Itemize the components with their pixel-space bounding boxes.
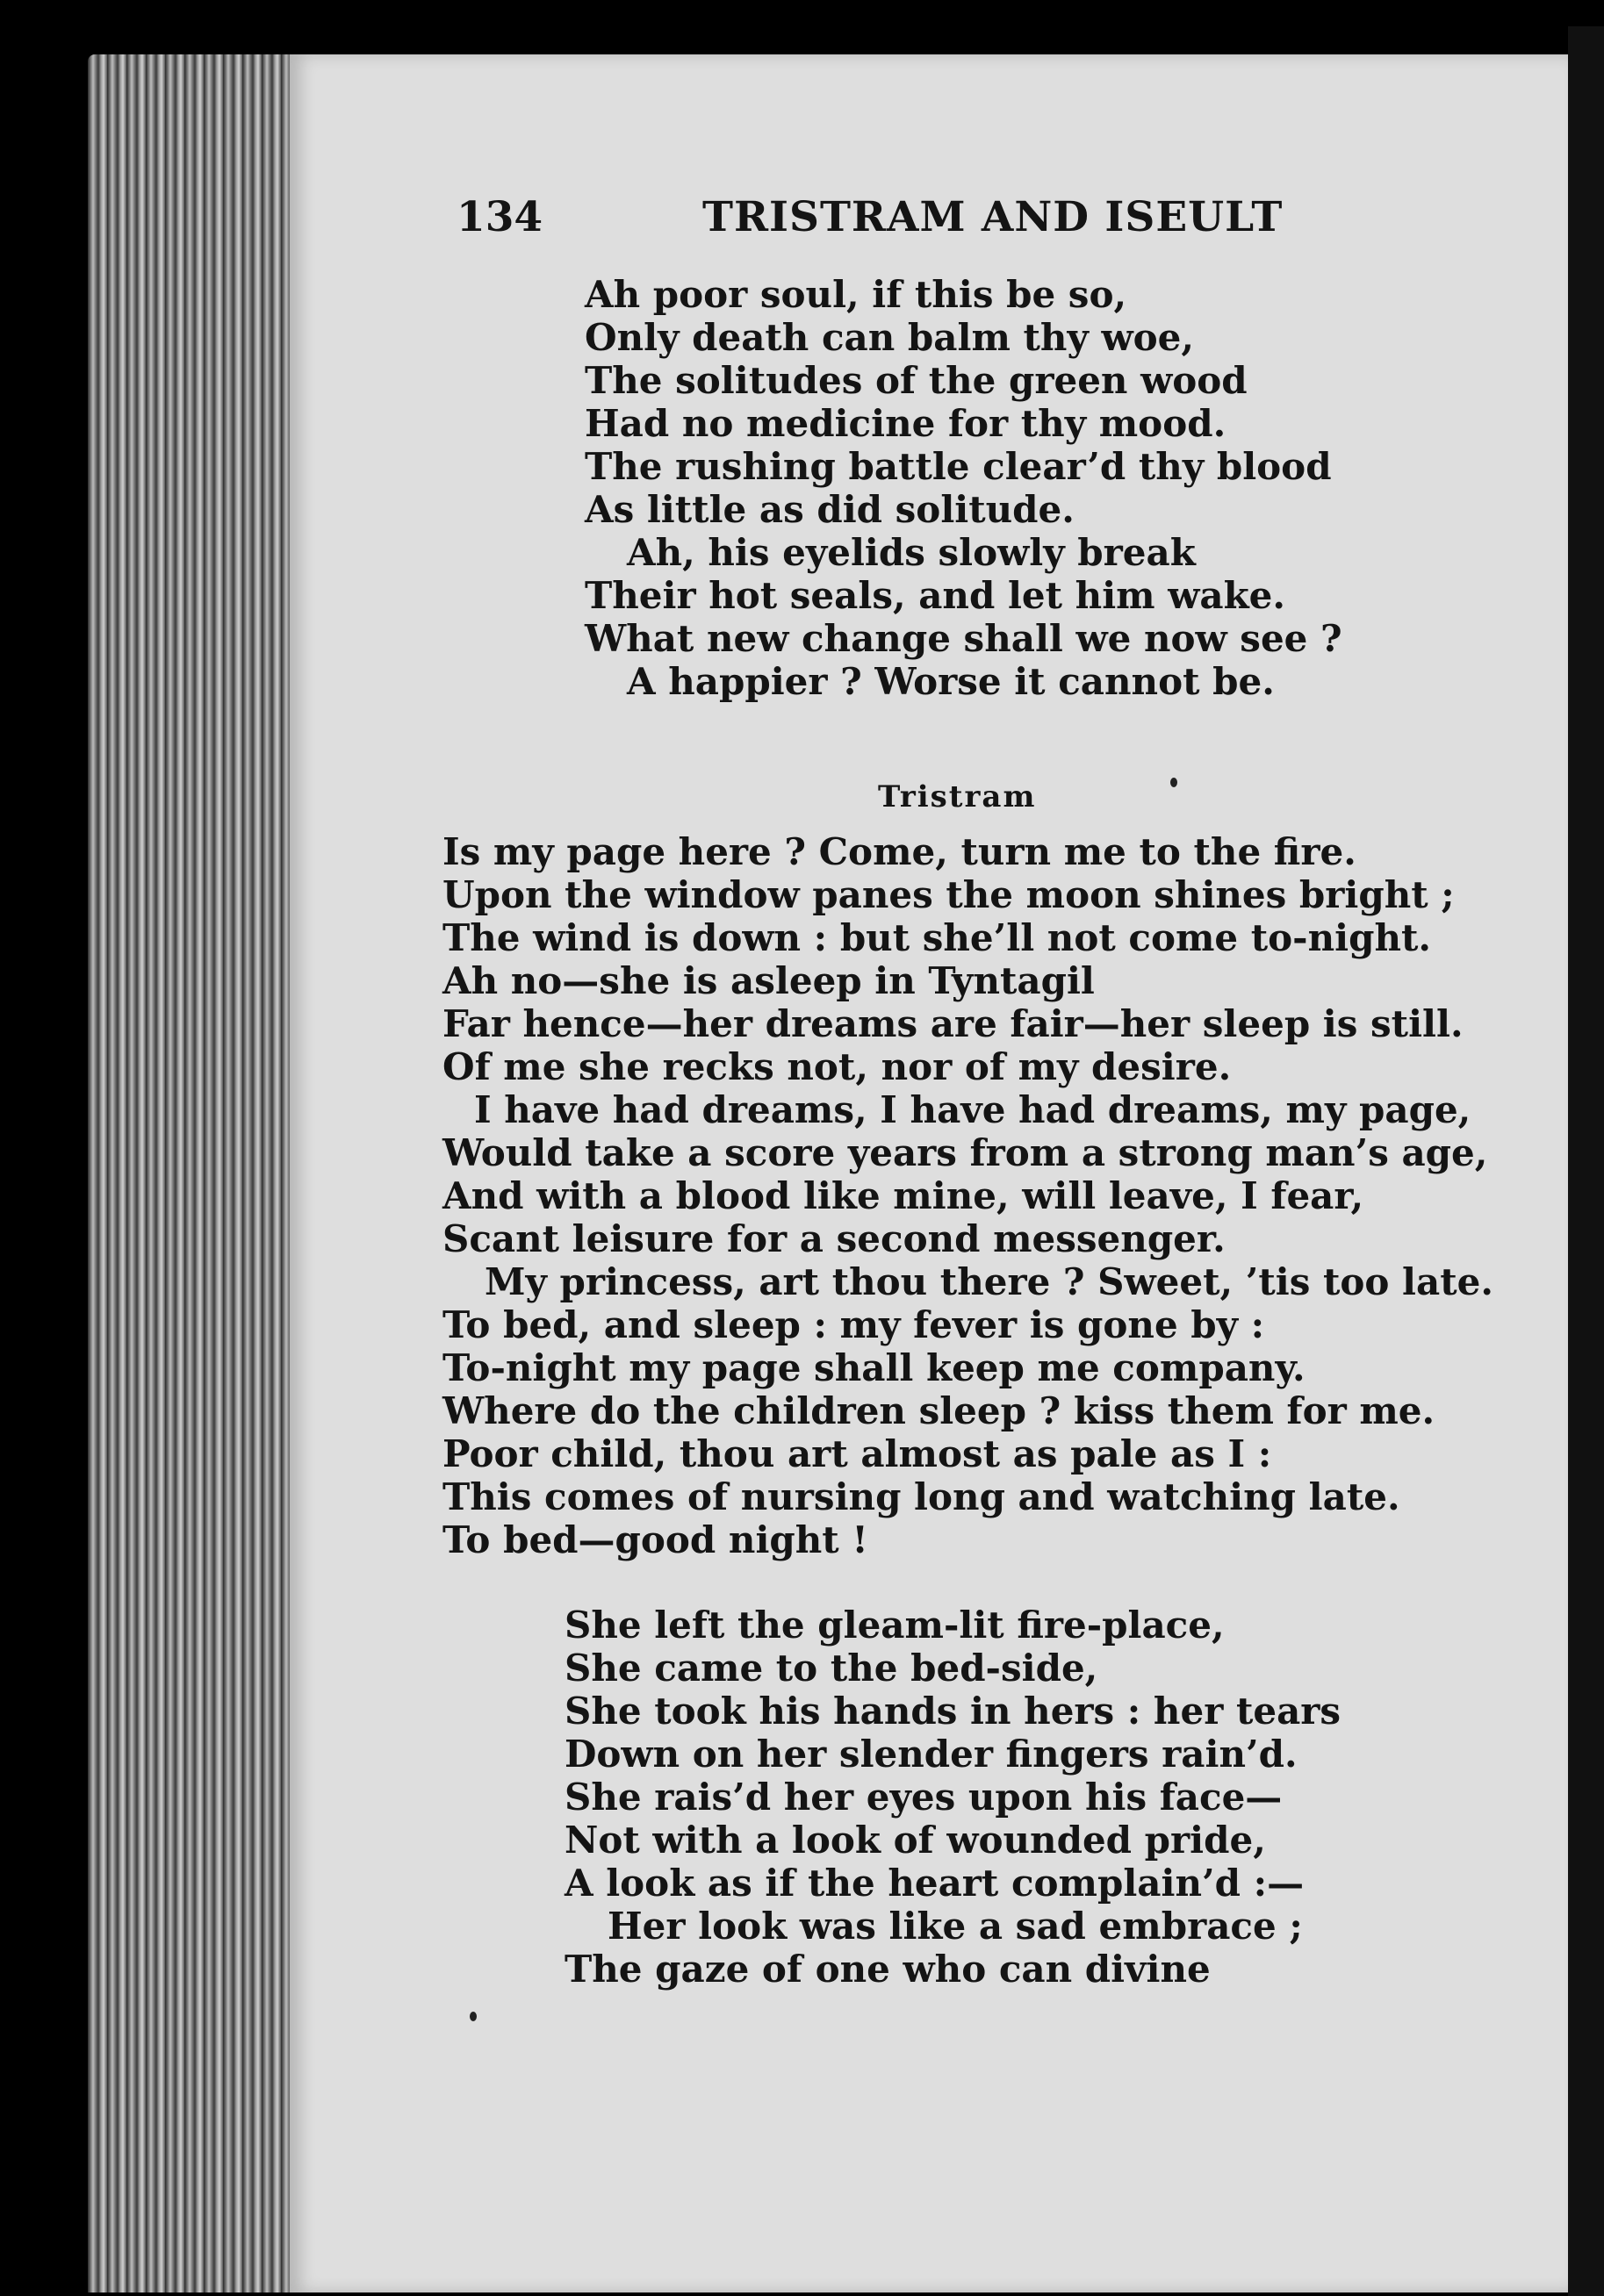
verse-line: The rushing battle clear’d thy blood [585, 445, 1332, 488]
verse-line: A look as if the heart complain’d :— [565, 1862, 1305, 1905]
verse-line: Had no medicine for thy mood. [585, 402, 1226, 445]
verse-line: A happier ? Worse it cannot be. [627, 660, 1275, 703]
verse-line: To bed—good night ! [442, 1518, 868, 1561]
verse-line: As little as did solitude. [585, 488, 1075, 531]
verse-line: I have had dreams, I have had dreams, my page, [474, 1088, 1471, 1131]
speaker-heading: Tristram [878, 779, 1037, 814]
verse-line: Ah no—she is asleep in Tyntagil [442, 959, 1095, 1002]
verse-line: Would take a score years from a strong man’s age, [442, 1131, 1488, 1174]
ink-speck [1170, 778, 1177, 787]
running-title: TRISTRAM AND ISEULT [702, 193, 1284, 241]
verse-line: She took his hands in hers : her tears [565, 1690, 1341, 1733]
verse-line: Scant leisure for a second messenger. [442, 1217, 1226, 1260]
verse-line: Down on her slender fingers rain’d. [565, 1733, 1298, 1776]
ink-speck [470, 2012, 477, 2021]
verse-line: Where do the children sleep ? kiss them for me. [442, 1389, 1435, 1432]
verse-line: The wind is down : but she’ll not come to-night. [442, 916, 1432, 959]
verse-line: Upon the window panes the moon shines bright ; [442, 873, 1455, 916]
verse-line: Her look was like a sad embrace ; [608, 1905, 1303, 1948]
verse-line: She left the gleam-lit fire-place, [565, 1604, 1225, 1647]
verse-line: This comes of nursing long and watching late. [442, 1475, 1400, 1518]
verse-line: Far hence—her dreams are fair—her sleep is still. [442, 1002, 1464, 1045]
page-number: 134 [457, 193, 543, 241]
verse-line: She rais’d her eyes upon his face— [565, 1776, 1283, 1819]
verse-line: To-night my page shall keep me company. [442, 1346, 1305, 1389]
verse-line: My princess, art thou there ? Sweet, ’tis too late. [485, 1260, 1493, 1303]
verse-line: Not with a look of wounded pride, [565, 1819, 1266, 1862]
verse-line: To bed, and sleep : my fever is gone by : [442, 1303, 1265, 1346]
verse-line: Poor child, thou art almost as pale as I : [442, 1432, 1272, 1475]
verse-line: The gaze of one who can divine [565, 1948, 1211, 1991]
verse-line: Their hot seals, and let him wake. [585, 574, 1286, 617]
verse-line: What new change shall we now see ? [585, 617, 1342, 660]
verse-line: Of me she recks not, nor of my desire. [442, 1045, 1232, 1088]
verse-line: Only death can balm thy woe, [585, 316, 1194, 359]
verse-line: Ah poor soul, if this be so, [585, 273, 1127, 316]
verse-line: And with a blood like mine, will leave, I fear, [442, 1174, 1364, 1217]
verse-line: The solitudes of the green wood [585, 359, 1248, 402]
verse-line: She came to the bed-side, [565, 1647, 1098, 1690]
verse-line: Ah, his eyelids slowly break [627, 531, 1196, 574]
verse-line: Is my page here ? Come, turn me to the fire. [442, 830, 1356, 873]
